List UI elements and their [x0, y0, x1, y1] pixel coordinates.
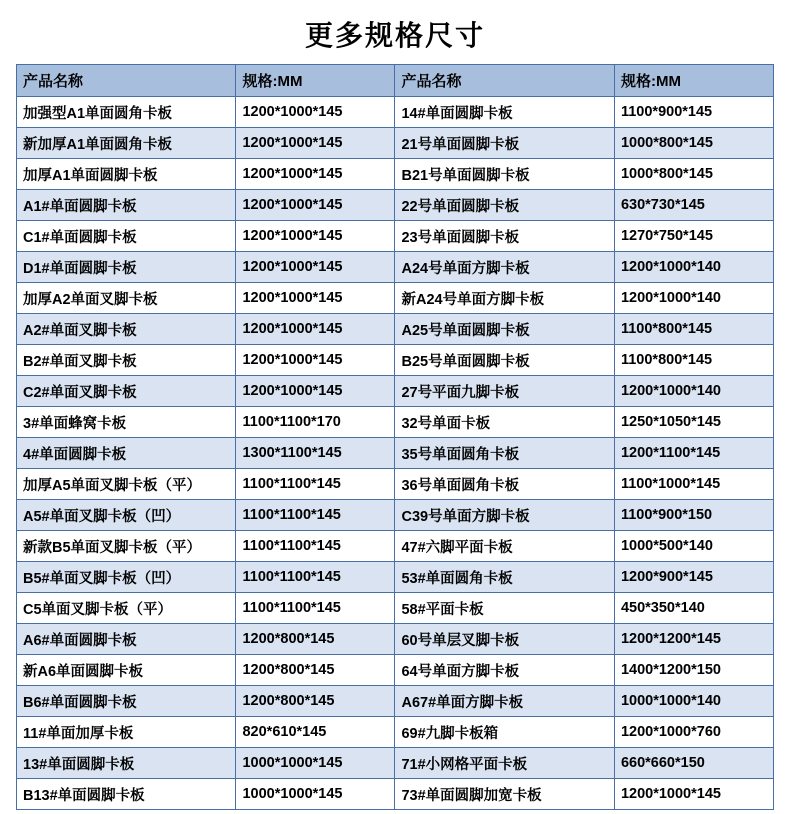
cell-spec-left: 1200*1000*145 [236, 314, 395, 345]
cell-product-name-right: 60号单层叉脚卡板 [395, 624, 614, 655]
cell-product-name-right: 新A24号单面方脚卡板 [395, 283, 614, 314]
table-row [17, 376, 774, 407]
table-row [17, 469, 774, 500]
table-row [17, 221, 774, 252]
table-row [17, 252, 774, 283]
cell-spec-right: 1100*800*145 [614, 345, 773, 376]
table-row [17, 593, 774, 624]
table-row [17, 717, 774, 748]
table-row [17, 159, 774, 190]
cell-product-name-right: 58#平面卡板 [395, 593, 614, 624]
table-row [17, 314, 774, 345]
cell-product-name-right: 47#六脚平面卡板 [395, 531, 614, 562]
cell-spec-right: 1270*750*145 [614, 221, 773, 252]
cell-spec-right: 1000*800*145 [614, 128, 773, 159]
cell-spec-right: 1400*1200*150 [614, 655, 773, 686]
spec-table [16, 64, 774, 810]
cell-spec-left: 1200*1000*145 [236, 376, 395, 407]
cell-product-name-left: B5#单面叉脚卡板（凹） [17, 562, 236, 593]
column-header-spec-right: 规格:MM [614, 65, 773, 97]
cell-product-name-right: A24号单面方脚卡板 [395, 252, 614, 283]
table-row [17, 97, 774, 128]
cell-product-name-right: 53#单面圆角卡板 [395, 562, 614, 593]
table-row [17, 500, 774, 531]
table-row [17, 655, 774, 686]
cell-spec-left: 1000*1000*145 [236, 748, 395, 779]
cell-spec-left: 1100*1100*145 [236, 500, 395, 531]
cell-product-name-left: 4#单面圆脚卡板 [17, 438, 236, 469]
cell-product-name-left: 加厚A2单面叉脚卡板 [17, 283, 236, 314]
cell-spec-right: 1200*1000*760 [614, 717, 773, 748]
cell-spec-right: 1200*1200*145 [614, 624, 773, 655]
cell-product-name-left: 加强型A1单面圆角卡板 [17, 97, 236, 128]
table-row [17, 748, 774, 779]
page-title: 更多规格尺寸 [304, 21, 485, 52]
cell-spec-right: 1250*1050*145 [614, 407, 773, 438]
cell-spec-right: 630*730*145 [614, 190, 773, 221]
cell-spec-left: 1100*1100*145 [236, 531, 395, 562]
column-header-product-name-right: 产品名称 [395, 65, 614, 97]
cell-product-name-right: 73#单面圆脚加宽卡板 [395, 779, 614, 810]
table-row [17, 128, 774, 159]
cell-spec-right: 1000*500*140 [614, 531, 773, 562]
cell-spec-right: 1200*1100*145 [614, 438, 773, 469]
cell-spec-left: 1200*1000*145 [236, 128, 395, 159]
cell-product-name-left: A6#单面圆脚卡板 [17, 624, 236, 655]
cell-product-name-left: C1#单面圆脚卡板 [17, 221, 236, 252]
cell-product-name-left: A1#单面圆脚卡板 [17, 190, 236, 221]
cell-spec-right: 1200*1000*145 [614, 779, 773, 810]
cell-spec-left: 1100*1100*145 [236, 593, 395, 624]
cell-spec-right: 1000*800*145 [614, 159, 773, 190]
cell-product-name-right: C39号单面方脚卡板 [395, 500, 614, 531]
cell-product-name-right: 14#单面圆脚卡板 [395, 97, 614, 128]
cell-spec-left: 1200*1000*145 [236, 190, 395, 221]
column-header-product-name-left: 产品名称 [17, 65, 236, 97]
cell-product-name-right: 23号单面圆脚卡板 [395, 221, 614, 252]
cell-product-name-left: 11#单面加厚卡板 [17, 717, 236, 748]
cell-product-name-right: B25号单面圆脚卡板 [395, 345, 614, 376]
cell-spec-left: 1200*1000*145 [236, 221, 395, 252]
cell-product-name-right: 64号单面方脚卡板 [395, 655, 614, 686]
cell-product-name-right: 21号单面圆脚卡板 [395, 128, 614, 159]
table-row [17, 531, 774, 562]
table-row [17, 686, 774, 717]
cell-spec-right: 660*660*150 [614, 748, 773, 779]
cell-spec-left: 1200*1000*145 [236, 97, 395, 128]
table-row [17, 438, 774, 469]
cell-spec-right: 1200*900*145 [614, 562, 773, 593]
cell-product-name-left: B2#单面叉脚卡板 [17, 345, 236, 376]
cell-spec-left: 1200*1000*145 [236, 283, 395, 314]
cell-product-name-left: 13#单面圆脚卡板 [17, 748, 236, 779]
cell-product-name-left: 加厚A1单面圆脚卡板 [17, 159, 236, 190]
table-row [17, 407, 774, 438]
cell-spec-right: 1100*1000*145 [614, 469, 773, 500]
cell-spec-right: 1200*1000*140 [614, 283, 773, 314]
cell-product-name-left: A2#单面叉脚卡板 [17, 314, 236, 345]
cell-spec-left: 820*610*145 [236, 717, 395, 748]
table-header [17, 65, 774, 97]
cell-product-name-right: 27号平面九脚卡板 [395, 376, 614, 407]
cell-spec-left: 1100*1100*145 [236, 469, 395, 500]
cell-product-name-left: C5单面叉脚卡板（平） [17, 593, 236, 624]
cell-product-name-left: C2#单面叉脚卡板 [17, 376, 236, 407]
cell-spec-left: 1200*800*145 [236, 686, 395, 717]
cell-product-name-right: 35号单面圆角卡板 [395, 438, 614, 469]
cell-product-name-left: 新款B5单面叉脚卡板（平） [17, 531, 236, 562]
cell-product-name-left: 新加厚A1单面圆角卡板 [17, 128, 236, 159]
cell-product-name-right: 22号单面圆脚卡板 [395, 190, 614, 221]
cell-product-name-left: D1#单面圆脚卡板 [17, 252, 236, 283]
cell-product-name-left: 3#单面蜂窝卡板 [17, 407, 236, 438]
cell-spec-left: 1200*800*145 [236, 655, 395, 686]
cell-product-name-right: 69#九脚卡板箱 [395, 717, 614, 748]
cell-product-name-left: 新A6单面圆脚卡板 [17, 655, 236, 686]
cell-spec-right: 1000*1000*140 [614, 686, 773, 717]
table-body [17, 97, 774, 810]
table-row [17, 562, 774, 593]
table-row [17, 283, 774, 314]
cell-spec-right: 450*350*140 [614, 593, 773, 624]
cell-spec-left: 1200*1000*145 [236, 159, 395, 190]
cell-spec-right: 1100*900*150 [614, 500, 773, 531]
column-header-spec-left: 规格:MM [236, 65, 395, 97]
cell-spec-right: 1200*1000*140 [614, 252, 773, 283]
table-row [17, 190, 774, 221]
cell-spec-left: 1200*800*145 [236, 624, 395, 655]
cell-product-name-right: A25号单面圆脚卡板 [395, 314, 614, 345]
cell-spec-left: 1100*1100*170 [236, 407, 395, 438]
cell-product-name-right: A67#单面方脚卡板 [395, 686, 614, 717]
cell-spec-left: 1100*1100*145 [236, 562, 395, 593]
cell-spec-right: 1100*800*145 [614, 314, 773, 345]
cell-product-name-right: 36号单面圆角卡板 [395, 469, 614, 500]
table-header-row [17, 65, 774, 97]
cell-product-name-left: 加厚A5单面叉脚卡板（平） [17, 469, 236, 500]
cell-product-name-left: A5#单面叉脚卡板（凹） [17, 500, 236, 531]
cell-spec-left: 1200*1000*145 [236, 252, 395, 283]
table-row [17, 624, 774, 655]
table-row [17, 345, 774, 376]
cell-product-name-right: 71#小网格平面卡板 [395, 748, 614, 779]
cell-spec-right: 1100*900*145 [614, 97, 773, 128]
cell-spec-left: 1000*1000*145 [236, 779, 395, 810]
cell-product-name-right: 32号单面卡板 [395, 407, 614, 438]
cell-product-name-right: B21号单面圆脚卡板 [395, 159, 614, 190]
table-row [17, 779, 774, 810]
cell-product-name-left: B6#单面圆脚卡板 [17, 686, 236, 717]
cell-spec-right: 1200*1000*140 [614, 376, 773, 407]
cell-product-name-left: B13#单面圆脚卡板 [17, 779, 236, 810]
cell-spec-left: 1300*1100*145 [236, 438, 395, 469]
cell-spec-left: 1200*1000*145 [236, 345, 395, 376]
